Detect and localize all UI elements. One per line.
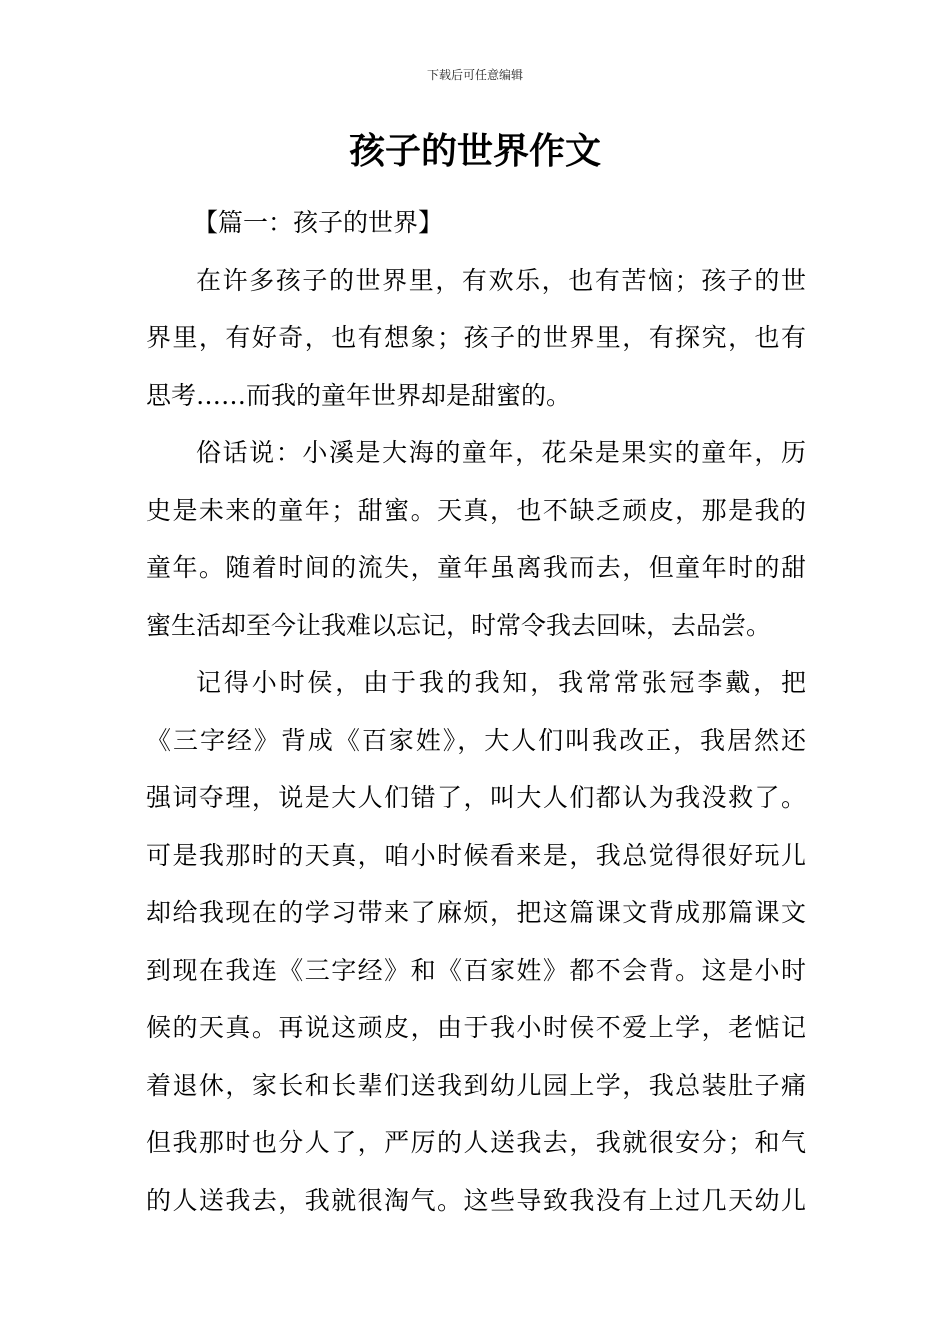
paragraph-3-line-2: 《三字经》背成《百家姓》，大人们叫我改正，我居然还 [146,725,806,755]
paragraph-3-line-10: 的人送我去，我就很淘气。这些导致我没有上过几天幼儿 [146,1185,806,1215]
paragraph-2-line-4: 蜜生活却至今让我难以忘记，时常令我去回味，去品尝。 [146,610,772,640]
document-body [146,194,806,1229]
paragraph-1-line-3: 思考……而我的童年世界却是甜蜜的。 [146,380,572,410]
header-note: 下载后可任意编辑 [426,68,523,82]
paragraph-2-line-2: 史是未来的童年；甜蜜。天真，也不缺乏顽皮，那是我的 [146,495,806,525]
paragraph-3-line-5: 却给我现在的学习带来了麻烦，把这篇课文背成那篇课文 [146,898,806,927]
paragraph-1-line-2: 界里，有好奇，也有想象；孩子的世界里，有探究，也有 [146,323,806,352]
section-heading: 【篇一：孩子的世界】 [193,208,444,237]
paragraph-1-line-1: 在许多孩子的世界里，有欢乐，也有苦恼；孩子的世 [196,265,806,295]
paragraph-3-line-7: 候的天真。再说这顽皮，由于我小时侯不爱上学，老惦记 [146,1013,806,1042]
paragraph-3-line-4: 可是我那时的天真，咱小时候看来是，我总觉得很好玩儿 [146,840,806,870]
paragraph-3-line-3: 强词夺理，说是大人们错了，叫大人们都认为我没救了。 [146,783,806,812]
paragraph-3-line-9: 但我那时也分人了，严厉的人送我去，我就很安分；和气 [146,1128,806,1157]
paragraph-3-line-8: 着退休，家长和长辈们送我到幼儿园上学，我总装肚子痛 [146,1070,806,1100]
document-title: 孩子的世界作文 [348,131,601,172]
paragraph-3-line-1: 记得小时侯，由于我的我知，我常常张冠李戴，把 [196,668,806,697]
paragraph-2-line-3: 童年。随着时间的流失，童年虽离我而去，但童年时的甜 [146,553,806,582]
paragraph-2-line-1: 俗话说：小溪是大海的童年，花朵是果实的童年，历 [196,438,806,467]
paragraph-3-line-6: 到现在我连《三字经》和《百家姓》都不会背。这是小时 [146,955,806,985]
